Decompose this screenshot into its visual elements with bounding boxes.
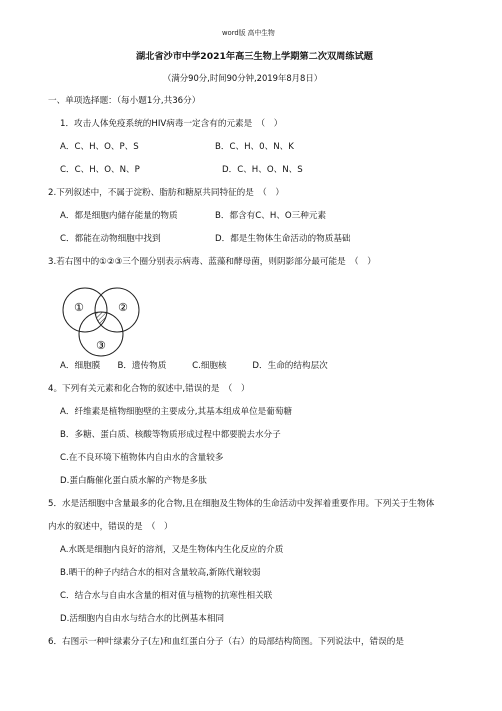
question-2-option-c: C．都能在动物细胞中找到	[60, 234, 161, 244]
question-3-stem: 3.若右图中的①②③三个圈分别表示病毒、蓝藻和酵母菌，则阴影部分最可能是 （ ）	[48, 257, 376, 267]
question-2-option-a: A．都是细胞内储存能量的物质	[60, 211, 178, 221]
question-5-option-b: B.晒干的种子内结合水的相对含量较高,新陈代谢较弱	[60, 568, 261, 578]
question-5-stem-line-1: 5．水是活细胞中含量最多的化合物,且在细胞及生物体的生命活动中发挥着重要作用。下列关于生物体	[48, 499, 435, 509]
question-5-option-c: C．结合水与自由水含量的相对值与植物的抗寒性相关联	[60, 591, 273, 601]
question-1-option-c: C．C、H、O、N、P	[60, 165, 140, 175]
venn-label-1: ①	[74, 301, 84, 314]
question-2-option-d: D．都是生物体生命活动的物质基础	[215, 234, 351, 244]
venn-circle-2	[95, 288, 139, 332]
question-4-option-d: D.蛋白酶催化蛋白质水解的产物是多肽	[60, 476, 207, 486]
page-title: 湖北省沙市中学2021年高三生物上学期第二次双周练试题	[136, 51, 373, 62]
question-2-option-b: B．都含有C、H、O三种元素	[215, 211, 327, 221]
question-3-options: A．细胞膜 B．遗传物质 C.细胞核 D．生命的结构层次	[60, 361, 328, 371]
question-1-option-d: D．C、H、O、N、S	[222, 165, 303, 175]
question-5-option-a: A.水既是细胞内良好的溶剂，又是生物体内生化反应的介质	[60, 545, 284, 555]
question-1-option-a: A．C、H、O、P、S	[60, 142, 139, 152]
section-heading: 一、单项选择题：（每小题1分,共36分）	[48, 96, 201, 106]
page-header: word版 高中生物	[222, 29, 275, 37]
question-4-option-a: A．纤维素是植物细胞壁的主要成分,其基本组成单位是葡萄糖	[60, 407, 293, 417]
question-4-stem: 4。下列有关元素和化合物的叙述中,错误的是 （ ）	[48, 384, 250, 394]
venn-label-2: ②	[118, 301, 128, 314]
question-1-option-b: B．C、H、0、N、K	[215, 142, 294, 152]
question-4-option-c: C.在不良环境下植物体内自由水的含量较多	[60, 453, 224, 463]
question-4-option-b: B．多糖、蛋白质、核酸等物质形成过程中都要脱去水分子	[60, 430, 281, 440]
question-5-option-d: D.活细胞内自由水与结合水的比例基本相同	[60, 614, 225, 624]
question-6-stem: 6．右图示一种叶绿素分子(左)和血红蛋白分子（右）的局部结构简图。下列说法中，错误的是	[48, 637, 404, 647]
venn-diagram	[58, 284, 144, 360]
question-5-stem-line-2: 内水的叙述中，错误的是 （ ）	[48, 522, 173, 532]
page-subtitle: （满分90分,时间90分钟,2019年8月8日）	[163, 73, 323, 83]
venn-label-3: ③	[96, 339, 106, 352]
question-1-stem: 1．攻击人体免疫系统的HIV病毒一定含有的元素是 （ ）	[60, 119, 283, 129]
question-2-stem: 2.下列叙述中，不属于淀粉、脂肪和糖原共同特征的是 （ ）	[48, 188, 284, 198]
venn-circle-1	[63, 288, 107, 332]
